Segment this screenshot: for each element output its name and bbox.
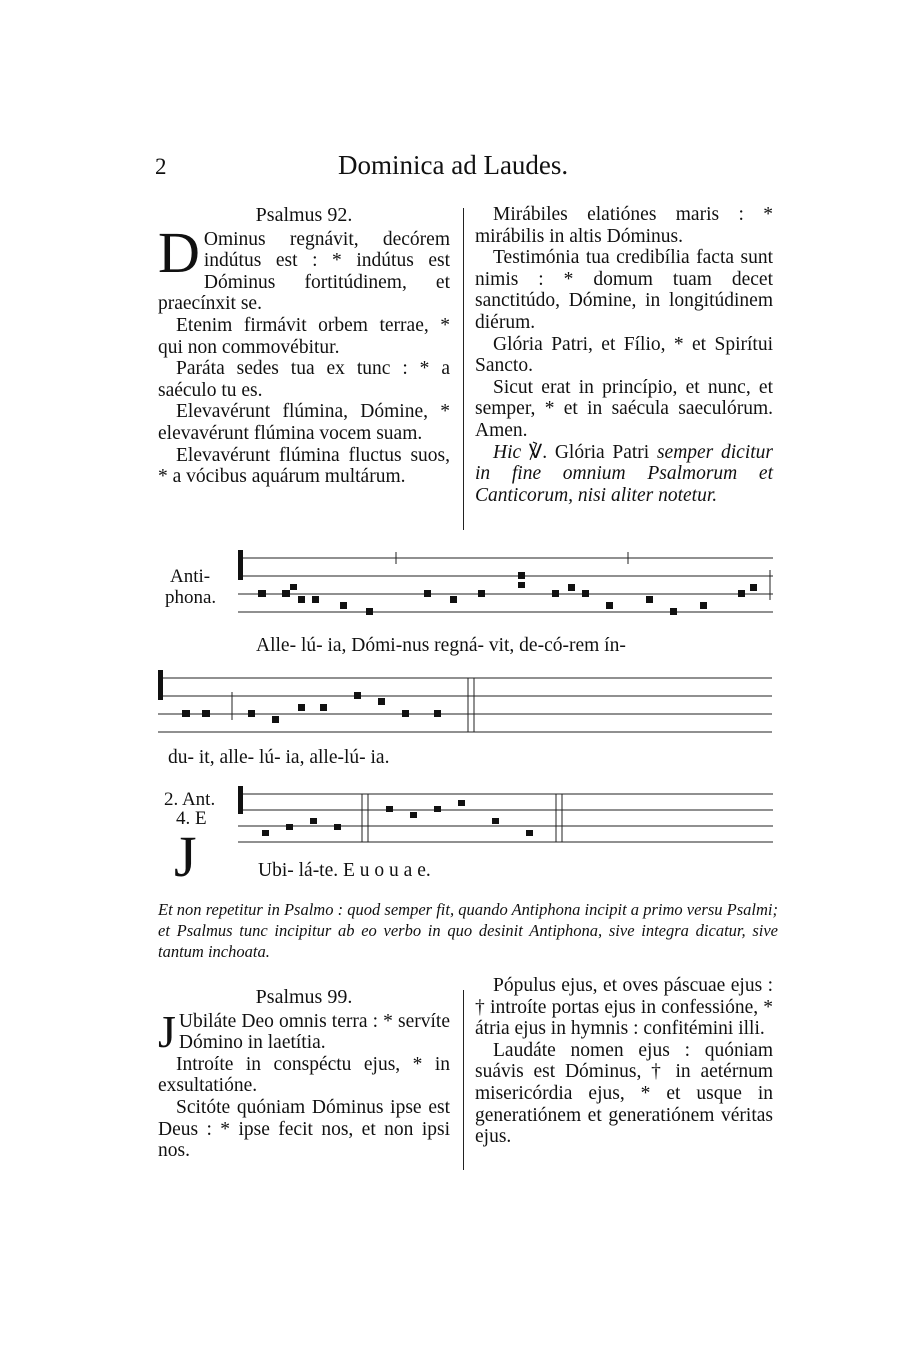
antiphon-2-lyrics: Ubi- lá-te. E u o u a e. [258,860,431,881]
antiphon-1-staff-line-2 [152,668,777,740]
column-divider [463,208,464,530]
psalm-92-verse-1: Ominus regnávit, decórem indútus est : * indútus est Dóminus fortitúdinem, et praecínxit se. [158,228,450,315]
antiphon-2-mode: 4. E [176,808,207,829]
psalm-99-right-column [475,975,773,1148]
drop-cap-d: D [158,219,200,285]
psalm-99-verse-1: Ubiláte Deo omnis terra : * servíte Dómino in laetítia. [178,1010,450,1054]
rubric-hic: Hic [493,441,522,463]
psalm-92-verse-6: Mirábiles elatiónes maris : * mirábilis in altis Dóminus. [475,204,773,247]
psalm-99-heading: Psalmus 99. [255,986,353,1008]
drop-cap-j: J [158,1005,176,1057]
psalm-92-verse-5: Elevavérunt flúmina fluctus suos, * a vócibus aquárum multárum. [158,444,450,488]
psalm-92-heading: Psalmus 92. [255,204,353,226]
psalm-99-verse-4: Pópulus ejus, et oves páscuae ejus : † introíte portas ejus in confessióne, * átria ejus in hymnis : confitémini illi. [475,975,773,1040]
antiphon-2-initial: J [174,824,197,889]
psalm-92-right-column [475,204,773,506]
antiphon-label-2: phona. [165,587,217,608]
psalm-92-verse-3: Paráta sedes tua ex tunc : * a saéculo tu es. [158,358,450,401]
antiphon-label-1: Anti- [170,566,211,587]
psalm-99-left-column [158,987,450,1162]
psalm-99-verse-3: Scitóte quóniam Dóminus ipse est Deus : * ipse fecit nos, et non ipsi nos. [158,1096,450,1162]
rubric-rest: semper dicitur in fine omnium Psalmorum et Canticorum, nisi aliter notetur. [475,441,773,506]
psalm-92-verse-7: Testimónia tua credibília facta sunt nimis : * domum tuam decet sanctitúdo, Dómine, in longitúdinem diérum. [475,247,773,333]
antiphon-2-staff [230,784,778,848]
psalm-99-verse-2: Introíte in conspéctu ejus, * in exsultatióne. [158,1053,450,1097]
rubric-versicle: ℣. Glória Patri [528,441,650,463]
page-number: 2 [155,154,167,179]
page-title: Dominica ad Laudes. [338,150,569,180]
column-divider-2 [463,990,464,1170]
sicut-erat-verse: Sicut erat in princípio, et nunc, et semper, * et in saécula saeculórum. Amen. [475,376,773,441]
psalm-99-verse-5: Laudáte nomen ejus : quóniam suávis est Dóminus, † in aetérnum misericórdia ejus, * et usque in generatiónem et generatiónem véritas ejus. [475,1039,773,1148]
psalm-92-verse-2: Etenim firmávit orbem terrae, * qui non commovébitur. [158,314,450,358]
antiphon-1-staff-line-1 [230,548,778,628]
gloria-patri-verse: Glória Patri, et Fílio, * et Spirítui Sancto. [475,333,773,377]
antiphon-2-label: 2. Ant. [164,789,216,810]
psalm-92-verse-4: Elevavérunt flúmina, Dómine, * elevavérunt flúmina vocem suam. [158,401,450,444]
gloria-rubric [475,442,773,507]
antiphon-1-lyrics-line-2: du- it, alle- lú- ia, alle-lú- ia. [168,747,390,768]
antiphon-1-lyrics-line-1: Alle- lú- ia, Dómi-nus regná- vit, de-có-rem ín- [256,635,626,656]
rubric-note: Et non repetitur in Psalmo : quod semper fit, quando Antiphona incipit a primo versu Psalmi; et Psalmus tunc incipitur ab eo verbo in quo desinit Antiphona, sive integra dicatur, sive tantum inchoata. [158,900,778,961]
psalm-92-left-column [158,205,450,488]
